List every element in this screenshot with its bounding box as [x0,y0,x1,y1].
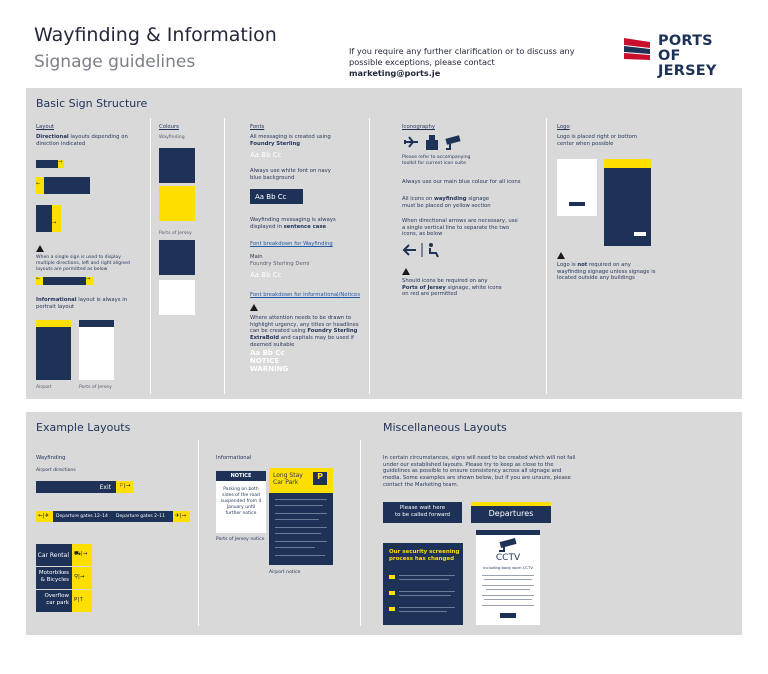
page-subtitle: Signage guidelines [34,52,196,72]
swatch-white [159,280,195,315]
text-line [275,527,327,528]
motorbike-icon: ⚲|→ [72,567,92,589]
icon-way-bold: wayfinding [433,196,467,202]
airport-notice-label: Airport notice [269,570,301,575]
text-line [484,599,532,600]
text-line [275,555,325,556]
notice-body: Parking on both sides of the road suspended from 4 January until further notice [216,481,266,533]
fonts-line1-bold: Foundry Sterling [250,140,301,147]
contact-text [349,46,584,79]
layout-intro-rest: layouts depending on direction indicated [36,134,128,147]
text-line [275,513,327,514]
panel-title-examples: Example Layouts [36,421,131,434]
text-line [482,575,534,576]
contact-body: If you require any further clarification or to discuss any possible exceptions, please contact [349,46,575,67]
security-line-2: process has changed [389,556,455,562]
text-line [275,547,315,548]
text-line [399,607,455,608]
fonts-bold-sample: Aa Bb Cc [250,349,285,357]
panel-title-misc: Miscellaneous Layouts [383,421,507,434]
layout-info-bold: Informational [36,297,77,303]
fonts-bold-samples [250,349,288,373]
icon-poj-post: signage, white icons on red are permitted [402,284,502,298]
layout-multi-sign [43,277,86,285]
flag-icon [622,36,654,62]
poj-notice-label: Ports of Jersey notice [216,537,265,542]
fonts-case-bold: sentence case [283,223,327,230]
text-line [399,579,449,580]
long-stay-line-2: Car Park [273,479,299,486]
iconography-wayfinding [402,196,502,209]
poj-sign-top [79,320,114,327]
overflow-line-1: Overflow [44,593,69,599]
layout-info-rest: layout is always in portrait layout [36,297,128,310]
colours-heading: Colours [159,124,179,130]
logo-not-pre: Logo is [557,262,578,268]
wait-line-1: Please wait here [399,505,446,511]
logo-example-white [557,159,597,216]
sign-wait-here [383,502,462,523]
warning-icon [36,245,44,252]
fonts-line1 [250,134,360,147]
plane-icon [404,137,418,147]
overflow-line-2: car park [46,600,69,606]
layout-right-arrow: → [58,160,64,168]
layout-left-arrow: ← [36,177,44,194]
wait-line-2: to be called forward [394,512,451,518]
logo-not-bold: not [577,262,588,268]
cctv-title: CCTV [495,553,521,563]
layout-intro [36,134,136,147]
ports-of-jersey-logo [622,33,742,79]
layout-right-sign [36,160,58,168]
fonts-breakdown-way[interactable]: Font breakdown for Wayfinding [250,241,333,247]
panel-title-basic: Basic Sign Structure [36,97,148,110]
icon-way-post: signage must be placed on yellow section [402,196,491,209]
logo-not-post: required on any wayfinding signage unless signage is located outside any buildings [557,262,656,282]
icon-way-pre: All icons on [402,196,434,202]
warning-icon [402,268,410,275]
text-line [399,575,455,576]
layout-multi-right-arrow: → [86,277,93,285]
logo-example-yellow-top [604,159,651,168]
icon-poj-bold: Ports of Jersey [402,284,446,291]
examples-wayfinding: Wayfinding [36,455,66,461]
airport-sign-top [36,320,71,327]
logo-line-2: OF JERSEY [658,48,717,79]
sign-departures: Departures [471,506,551,523]
text-line [275,519,319,520]
right-arrow-icon: ✈|→ [173,511,190,522]
column-divider [224,118,225,394]
fonts-urgent-bold: Foundry Sterling ExtraBold [250,328,358,342]
warning-icon [557,252,565,259]
wheelchair-icon [429,243,438,257]
font-navy-sample: Aa Bb Cc [250,189,303,204]
sign-departures-right: Departure gates 2–11 [113,511,173,522]
bullet-icon [389,591,395,595]
text-line [275,541,327,542]
airport-sign-body [36,327,71,380]
text-line [482,605,534,606]
logo-heading: Logo [557,124,570,130]
layout-left-sign [44,177,90,194]
exit-arrow-icon: ⚐|→ [116,481,133,493]
layout-heading: Layout [36,124,55,130]
column-divider [546,118,547,394]
text-line [486,589,530,590]
fonts-notice-sample: NOTICE [250,357,280,365]
poj-sign-body [79,327,114,380]
misc-text: In certain circumstances, signs will need to be created which will not fall under our established layouts. Please try to keep as close to the guidelines as possible to ensure consistency across all signage and media. Some examples are shown below, but if you are unsure, please contact the Marketing team. [383,455,576,488]
car-rental-icon: ⛟|→ [72,544,92,566]
column-divider [369,118,370,394]
iconography-main-colour: Always use our main blue colour for all icons [402,179,521,185]
bullet-icon [389,575,395,579]
font-sample: Aa Bb Cc [250,151,282,159]
text-line [399,591,455,592]
fonts-main-label: Main [250,254,263,260]
layout-intro-bold: Directional [36,134,69,140]
layout-vertical-arrow: → [52,205,61,232]
check-in-icon [426,135,438,150]
layout-info [36,297,128,310]
fonts-main-font: Foundry Sterling Demi [250,261,310,267]
examples-panel [26,412,742,635]
fonts-warning-sample: WARNING [250,365,289,373]
examples-informational: Informational [216,455,252,461]
fonts-breakdown-info[interactable]: Font breakdown for Informational/Notices [250,292,361,298]
column-divider [150,118,151,394]
overflow-icon: P|↑ [72,590,92,612]
notice-header: NOTICE [216,471,266,481]
text-line [484,579,532,580]
sign-departures-left: Departure gates 12–14 [53,511,113,522]
layout-note: When a single sign is used to display multiple directions, left and right aligned layouts are permitted as below [36,255,130,272]
text-line [275,499,327,500]
iconography-poj [402,278,502,298]
text-line [399,611,447,612]
swatch-navy [159,148,195,183]
warning-icon [250,304,258,311]
fonts-main-sample: Aa Bb Cc [250,271,282,279]
contact-email[interactable]: marketing@ports.je [349,68,441,78]
cctv-camera-icon [496,538,520,552]
sign-car-rental: Car Rental [36,544,72,566]
column-divider [198,440,199,626]
text-line [275,505,323,506]
security-line-1: Our security screening [389,549,460,555]
page-title: Wayfinding & Information [34,24,277,46]
icon-poj-pre: Should icons be required on any [402,278,488,284]
arrow-left-icon [404,245,416,255]
iconography-heading: Iconography [402,124,435,130]
sign-exit: Exit [36,481,116,493]
colours-wayfinding: Wayfinding [159,135,185,140]
logo-placement: Logo is placed right or bottom center when possible [557,134,637,147]
arrow-separator-example [402,242,446,258]
logo-line-1: PORTS [658,33,713,49]
cctv-subtitle: including body worn CCTV [483,565,533,570]
fonts-urgent [250,315,362,349]
colours-poj: Ports of Jersey [159,231,192,236]
fonts-heading: Fonts [250,124,265,130]
text-line [399,595,451,596]
text-line [482,585,534,586]
logo-mark [569,202,585,206]
icon-row [402,133,472,151]
iconography-toolkit: Please refer to accompanying toolkit for current icon suite [402,155,471,166]
long-stay-body [269,493,333,565]
bullet-icon [389,607,395,611]
motorbikes-line-2: & Bicycles [40,577,69,583]
sign-overflow [36,590,72,612]
fonts-urgent-pre: Where attention needs to be drawn to highlight urgency, any titles or headlines can be created using [250,315,359,335]
fonts-urgent-post: and capitals may be used if deemed suitable [250,335,354,348]
cctv-icon [445,135,460,149]
label-poj: Ports of Jersey [79,385,112,390]
motorbikes-line-1: Motorbikes [38,570,69,576]
swatch-poj-navy [159,240,195,275]
column-divider [360,440,361,626]
left-arrow-icon: ←|✈ [36,511,53,522]
fonts-case-note [250,217,356,230]
logo-mark [634,232,646,236]
security-poster [383,543,463,625]
swatch-yellow [159,186,195,221]
fonts-case-text: Wayfinding messaging is always displayed in [250,217,336,230]
examples-airport-directions: Airport directions [36,468,76,473]
cctv-poster [476,535,540,625]
parking-icon: P [313,472,327,485]
layout-multi-left-arrow: ← [36,277,43,285]
iconography-arrows: When directional arrows are necessary, use a single vertical line to separate the two icons, as below [402,218,518,238]
sign-motorbikes [36,567,72,589]
layout-vertical-sign [36,205,52,232]
fonts-white-note: Always use white font on navy blue background [250,168,331,181]
logo-mark [500,613,516,618]
logo-not-required [557,262,657,282]
fonts-line1-text: All messaging is created using [250,134,331,140]
long-stay-line-1: Long Stay [273,472,303,479]
text-line [482,595,534,596]
basic-sign-structure-panel [26,88,742,399]
logo-example-navy [604,168,651,246]
text-line [275,533,321,534]
label-airport: Airport [36,385,52,390]
security-title [389,549,460,563]
